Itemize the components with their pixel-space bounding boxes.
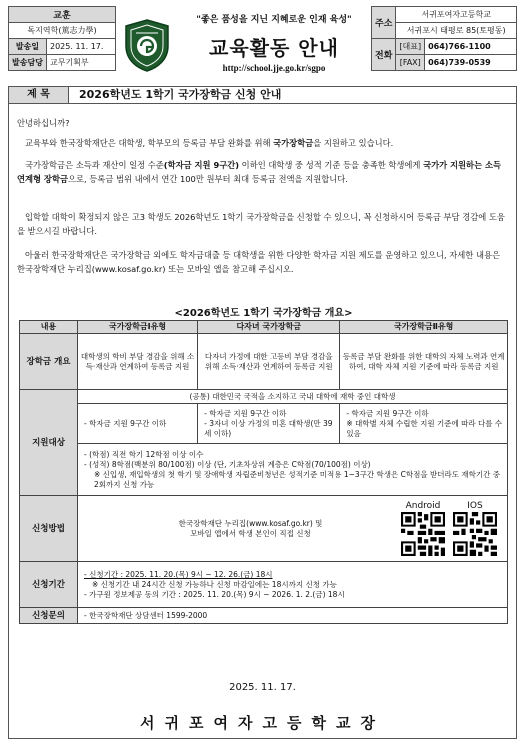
contact-table: [371, 6, 517, 71]
target-type2: - 학자금 지원 9구간 이하 ※ 대학별 자체 수립한 지원 기준에 따라 다를 수 있음: [340, 404, 508, 444]
qr-ios-label: IOS: [467, 501, 483, 511]
subject-row: [8, 86, 517, 104]
method-line-2: 모바일 앱에서 학생 본인이 직접 신청: [190, 528, 311, 538]
android-qr-code-icon[interactable]: [401, 512, 445, 556]
purpose-type2: 등록금 부담 완화를 위한 대학의 자체 노력과 연계하여, 대학 자체 지원 기준에 따라 등록금 지원: [340, 334, 508, 390]
paragraph-4: 아울러 한국장학재단은 국가장학금 외에도 학자금대출 등 대학생을 위한 다양한 학자금 지원 제도를 운영하고 있으니, 자세한 내용은 한국장학재단 누리집(www.kosaf.go.kr) 또는 모바일 앱을 참고해 주십시오.: [17, 250, 501, 274]
sender-label: 발송담당: [9, 55, 47, 71]
motto-text: 독지역학(篤志力學): [9, 23, 116, 39]
qr-group: [401, 501, 505, 556]
row-purpose-label: 장학금 개요: [20, 334, 78, 390]
purpose-type1: 대학생의 학비 부담 경감을 위해 소득·재산과 연계하여 등록금 지원: [78, 334, 198, 390]
school-signature: 서귀포여자고등학교장: [140, 714, 385, 732]
row-method-label: 신청방법: [20, 496, 78, 562]
issue-date-label: 발송일: [9, 39, 47, 55]
school-slogan: "좋은 품성을 지닌 지혜로운 인재 육성": [196, 15, 352, 25]
tel-number: 064)766-1100: [425, 39, 517, 55]
paragraph-2: 국가장학금은 소득과 재산이 일정 수준(학자금 지원 9구간) 이하인 대학생 중 성적 기준 등을 충족한 학생에게 국가가 지원하는 소득연계형 장학금으로, 등록금 범위 내에서 연간 100만 원부터 최대 등록금 전액을 지원합니다.: [17, 160, 502, 184]
col-type1: 국가장학금Ⅰ유형: [78, 321, 198, 334]
target-multi: - 학자금 지원 9구간 이하 - 3자녀 이상 가정의 미혼 대학생(만 39세 이하): [198, 404, 340, 444]
col-content: 내용: [20, 321, 78, 334]
overview-table: [19, 320, 508, 624]
school-url-link[interactable]: http://school.jje.go.kr/sgpo: [222, 63, 326, 73]
school-info-table: [8, 6, 116, 71]
greeting: 안녕하십니까?: [17, 118, 70, 128]
col-multi: 다자녀 국가장학금: [198, 321, 340, 334]
purpose-multi: 다자녀 가정에 대한 고등비 부담 경감을 위해 소득·재산과 연계하여 등록금 지원: [198, 334, 340, 390]
tel-label: [대표]: [396, 39, 425, 55]
school-emblem-icon: [122, 18, 172, 72]
paragraph-3: 입학할 대학이 확정되지 않은 고3 학생도 2026학년도 1학기 국가장학금을 신청할 수 있으니, 꼭 신청하시어 등록금 부담 경감에 도움을 받으시길 바랍니다.: [17, 212, 505, 236]
address-label: 주소: [372, 7, 396, 39]
row-period-label: 신청기간: [20, 562, 78, 608]
fax-label: [FAX]: [396, 55, 425, 71]
address-line2: 서귀포시 태평로 85(토평동): [396, 23, 517, 39]
period-cell: - 신청기간 : 2025. 11. 20.(목) 9시 ~ 12. 26.(금) 18시 ※ 신청기간 내 24시간 신청 가능하나 신청 마감일에는 18시까지 신청 가능 - 가구원 정보제공 동의 기간 : 2025. 11. 20.(목) 9시 ~ 2026. 1. 2.(금) 18시: [78, 562, 508, 608]
issue-date-footer: 2025. 11. 17.: [229, 682, 296, 693]
ios-qr-code-icon[interactable]: [453, 512, 497, 556]
method-cell: [78, 496, 508, 562]
notice-body: [8, 104, 517, 739]
address-line1: 서귀포여자고등학교: [396, 7, 517, 23]
row-contact-label: 신청문의: [20, 608, 78, 624]
subject-text: 2026학년도 1학기 국가장학금 신청 안내: [79, 88, 282, 101]
phone-label: 전화: [372, 39, 396, 71]
contact-cell: - 한국장학재단 상담센터 1599-2000: [78, 608, 508, 624]
sender: 교무기획부: [47, 55, 116, 71]
subject-label: 제 목: [9, 87, 69, 103]
newsletter-title: 교육활동 안내: [209, 36, 339, 60]
target-common: (공통) 대한민국 국적을 소지하고 국내 대학에 재학 중인 대학생: [78, 390, 508, 404]
notice-page: [8, 6, 517, 739]
paragraph-1: 교육부와 한국장학재단은 대학생, 학부모의 등록금 부담 완화를 위해 국가장학금을 지원하고 있습니다.: [25, 138, 394, 148]
issue-date: 2025. 11. 17.: [47, 39, 116, 55]
overview-title: <2026학년도 1학기 국가장학금 개요>: [174, 308, 353, 319]
motto-label: 교훈: [9, 7, 116, 23]
target-grade: - (학점) 직전 학기 12학점 이상 이수 - (성적) 8학점(백분위 80/100점) 이상 (단, 기초차상위 계층은 C학점(70/100점) 이상) ※ 신입생, 재입학생의 첫 학기 및 장애학생 자립준비청년은 성적기준 미적용 1~3구간 학생은 C학점을 받더라도 재학기간 중 2회까지 신청 가능: [78, 444, 508, 496]
col-type2: 국가장학금Ⅱ유형: [340, 321, 508, 334]
qr-android-label: Android: [405, 501, 441, 511]
target-type1: - 학자금 지원 9구간 이하: [78, 404, 198, 444]
fax-number: 064)739-0539: [425, 55, 517, 71]
row-target-label: 지원대상: [20, 390, 78, 496]
method-line-1: 한국장학재단 누리집(www.kosaf.go.kr) 및: [178, 518, 323, 528]
letterhead: [8, 6, 517, 101]
